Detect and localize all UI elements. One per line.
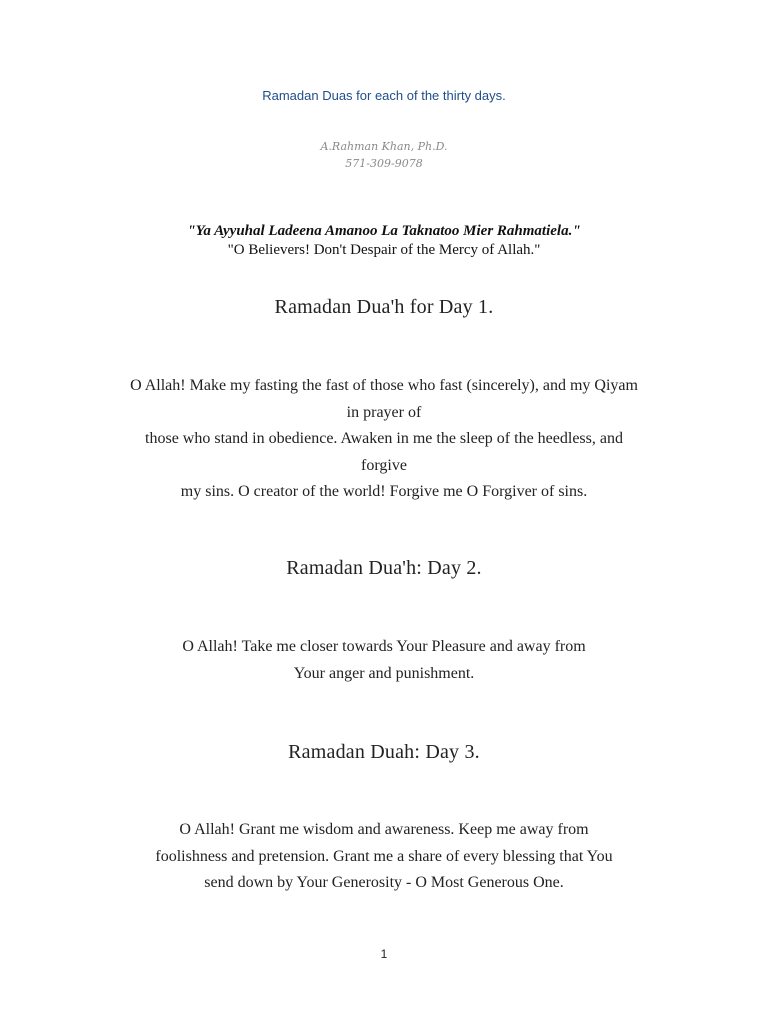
dua-text-day-3 (0, 817, 768, 897)
page-number: 1 (380, 947, 388, 961)
dua-line: O Allah! Make my fasting the fast of those who fast (sincerely), and my Qiyam (130, 377, 638, 394)
document-title: Ramadan Duas for each of the thirty days. (262, 88, 506, 103)
dua-line: my sins. O creator of the world! Forgive me O Forgiver of sins. (180, 483, 588, 500)
dua-text-day-2 (0, 634, 768, 687)
dua-line: Your anger and punishment. (293, 664, 475, 682)
section-heading-day-1: Ramadan Dua'h for Day 1. (274, 296, 494, 318)
dua-text-day-1 (0, 373, 768, 506)
quote-transliteration: "Ya Ayyuhal Ladeena Amanoo La Taknatoo Mier Rahmatiela." (187, 223, 581, 239)
author-block (0, 138, 768, 172)
dua-line: O Allah! Grant me wisdom and awareness. Keep me away from (179, 821, 589, 838)
dua-line: send down by Your Generosity - O Most Generous One. (204, 874, 564, 891)
dua-line: forgive (361, 456, 407, 474)
dua-line: those who stand in obedience. Awaken in me the sleep of the heedless, and (145, 430, 623, 447)
author-phone: 571-309-9078 (345, 157, 423, 170)
section-heading-day-2: Ramadan Dua'h: Day 2. (286, 557, 482, 579)
quote-translation: "O Believers! Don't Despair of the Mercy of Allah." (227, 242, 541, 258)
dua-line: in prayer of (346, 403, 422, 421)
author-name: A.Rahman Khan, Ph.D. (320, 140, 448, 153)
dua-line: O Allah! Take me closer towards Your Pleasure and away from (182, 638, 586, 655)
section-heading-day-3: Ramadan Duah: Day 3. (288, 741, 480, 763)
dua-line: foolishness and pretension. Grant me a share of every blessing that You (155, 847, 613, 865)
